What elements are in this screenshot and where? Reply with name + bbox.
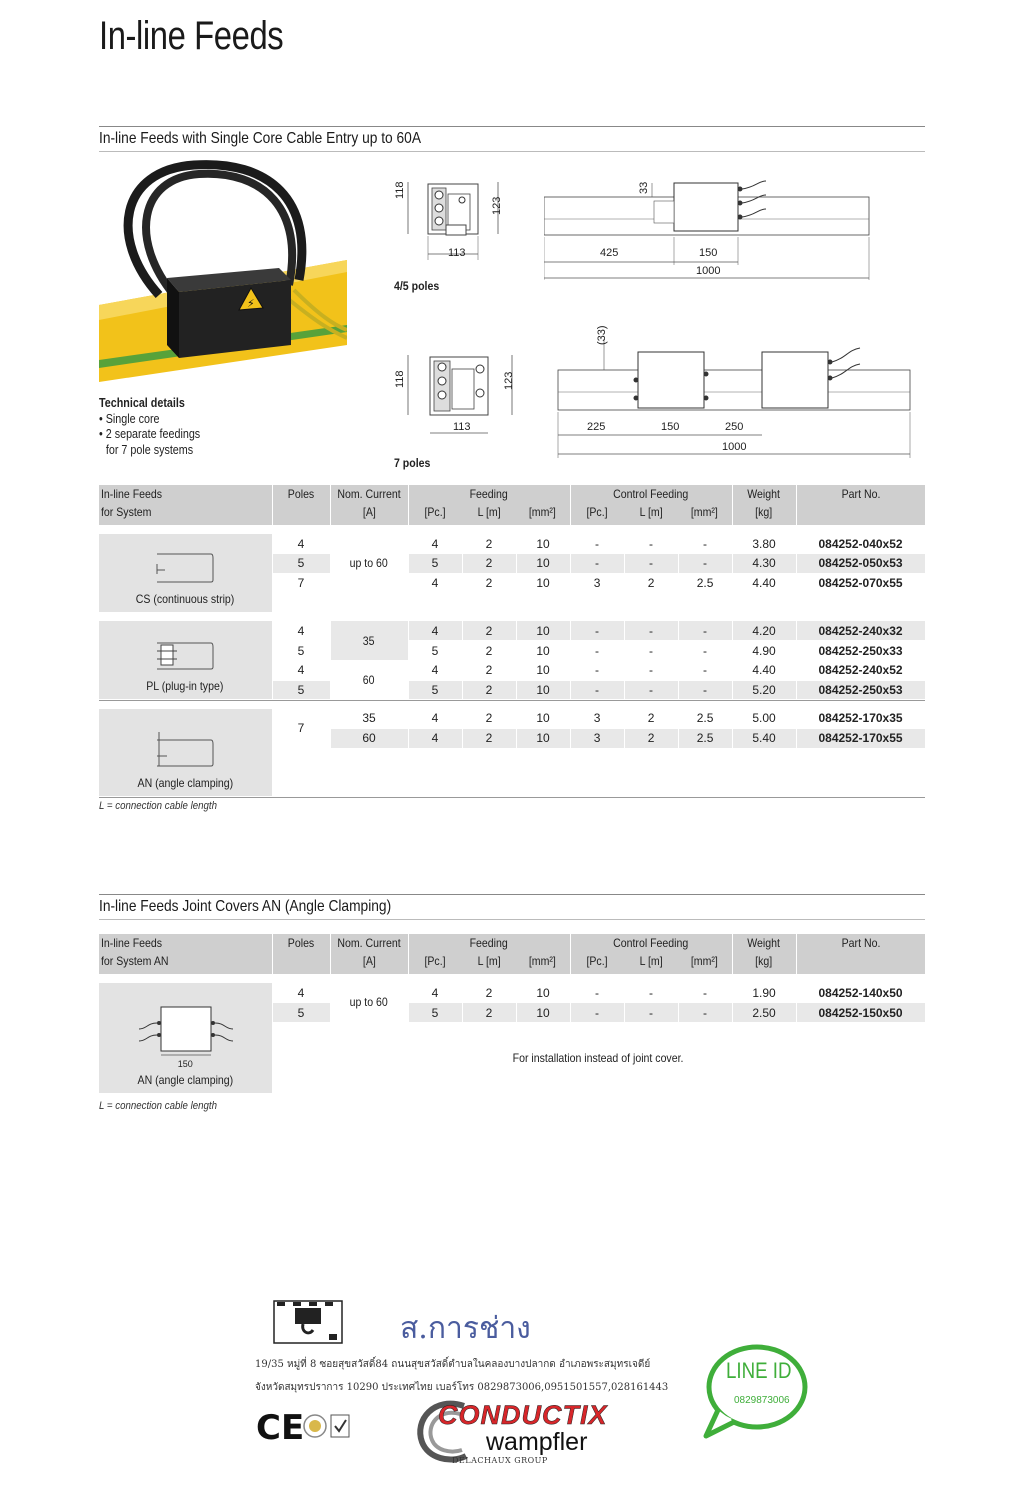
table-subheader-row (99, 954, 925, 974)
cell-weight: 3.80 (732, 534, 796, 554)
cell-nom-current: up to 60 (330, 983, 408, 1022)
cell-feeding-l: 2 (462, 729, 516, 749)
cell-feeding-mm2: 10 (516, 680, 570, 700)
cell-feeding-pc: 4 (408, 621, 462, 641)
cell-control-mm2: - (678, 1003, 732, 1023)
cell-control-l: - (624, 641, 678, 661)
footnote: L = connection cable length (99, 800, 217, 812)
cell-feeding-pc: 4 (408, 983, 462, 1003)
table-subheader-row (99, 505, 925, 525)
company-logo (273, 1300, 343, 1344)
table-row (99, 709, 925, 729)
cell-control-mm2: - (678, 534, 732, 554)
brand-conductix: CONDUCTIX (438, 1400, 608, 1430)
col-header-nom-unit: [A] (330, 954, 408, 974)
section2-title: In-line Feeds Joint Covers AN (Angle Clamping) (99, 898, 392, 915)
cell-feeding-l: 2 (462, 554, 516, 574)
cell-part-no: 084252-240x32 (796, 621, 925, 641)
cell-nom-current: 35 (330, 621, 408, 660)
col-header-weight-unit: [kg] (732, 954, 796, 974)
col-header-nom-current: Nom. Current (330, 485, 408, 505)
col-header-nom-current: Nom. Current (330, 934, 408, 954)
cell-control-mm2: - (678, 554, 732, 574)
cell-feeding-mm2: 10 (516, 554, 570, 574)
cell-control-mm2: 2.5 (678, 709, 732, 729)
cell-weight: 4.20 (732, 621, 796, 641)
dim-33: 33 (638, 181, 650, 194)
cell-control-l: - (624, 983, 678, 1003)
cell-feeding-l: 2 (462, 573, 516, 593)
cell-nom-current: 35 (330, 709, 408, 729)
col-header-weight: Weight (732, 485, 796, 505)
cell-control-l: - (624, 554, 678, 574)
cell-control-pc: - (570, 534, 624, 554)
cell-feeding-mm2: 10 (516, 621, 570, 641)
system-an-label: AN (angle clamping) (137, 1072, 234, 1087)
cell-control-pc: - (570, 661, 624, 681)
dim-425: 425 (600, 247, 619, 259)
cell-control-l: - (624, 661, 678, 681)
cell-control-mm2: - (678, 641, 732, 661)
cell-feeding-mm2: 10 (516, 709, 570, 729)
cell-control-pc: - (570, 1003, 624, 1023)
cell-feeding-l: 2 (462, 680, 516, 700)
cell-weight: 5.40 (732, 729, 796, 749)
cell-part-no: 084252-140x50 (796, 983, 925, 1003)
cell-control-pc: 3 (570, 573, 624, 593)
cell-poles: 5 (272, 680, 330, 700)
cell-control-mm2: 2.5 (678, 729, 732, 749)
an-rail-icon (155, 730, 215, 770)
cell-weight: 5.20 (732, 680, 796, 700)
cell-weight: 4.90 (732, 641, 796, 661)
table-header-row (99, 485, 925, 505)
cell-weight: 4.40 (732, 661, 796, 681)
col-header-poles: Poles (272, 485, 330, 505)
cell-feeding-mm2: 10 (516, 983, 570, 1003)
cell-feeding-pc: 4 (408, 534, 462, 554)
cell-weight: 4.30 (732, 554, 796, 574)
cell-control-l: 2 (624, 729, 678, 749)
dim-123: 123 (503, 371, 515, 390)
dim-150: 150 (699, 247, 718, 259)
cell-nom-current: 60 (330, 661, 408, 700)
cell-feeding-l: 2 (462, 983, 516, 1003)
cell-poles: 4 (272, 621, 330, 641)
cell-poles: 4 (272, 534, 330, 554)
cell-control-mm2: - (678, 680, 732, 700)
cell-poles: 7 (272, 573, 330, 593)
cell-nom-current: up to 60 (330, 534, 408, 593)
label-7-poles: 7 poles (394, 456, 431, 470)
col-header-system-sub: for System (99, 505, 272, 525)
cell-control-mm2: 2.5 (678, 573, 732, 593)
pl-rail-icon (155, 639, 215, 673)
brand-delachaux: DELACHAUX GROUP (452, 1456, 548, 1465)
cell-control-pc: - (570, 641, 624, 661)
system-an-label: AN (angle clamping) (137, 776, 234, 791)
col-header-mm2: [mm²] (678, 505, 732, 525)
cell-part-no: 084252-050x53 (796, 554, 925, 574)
cell-poles: 4 (272, 661, 330, 681)
cell-feeding-pc: 4 (408, 729, 462, 749)
col-header-poles-sub (272, 505, 330, 525)
col-header-feeding: Feeding (408, 934, 570, 954)
cell-part-no: 084252-250x53 (796, 680, 925, 700)
dim-123: 123 (491, 196, 503, 215)
col-header-pc: [Pc.] (570, 954, 624, 974)
section-rule (99, 126, 925, 127)
system-pl-label: PL (plug-in type) (146, 679, 224, 694)
installation-note-cell (272, 1022, 925, 1093)
system-pl-cell (99, 621, 272, 699)
cell-part-no: 084252-250x33 (796, 641, 925, 661)
cell-control-pc: - (570, 983, 624, 1003)
col-header-lm: L [m] (624, 954, 678, 974)
cell-control-pc: - (570, 621, 624, 641)
col-header-system: In-line Feeds (99, 485, 272, 505)
cell-feeding-l: 2 (462, 709, 516, 729)
col-header-part-sub (796, 505, 925, 525)
col-header-poles-sub (272, 954, 330, 974)
col-header-mm2: [mm²] (516, 505, 570, 525)
cell-control-pc: - (570, 680, 624, 700)
col-header-weight-unit: [kg] (732, 505, 796, 525)
system-cs-cell (99, 534, 272, 612)
cell-feeding-pc: 5 (408, 554, 462, 574)
col-header-lm: L [m] (462, 505, 516, 525)
system-cs-label: CS (continuous strip) (135, 591, 235, 606)
cell-part-no: 084252-150x50 (796, 1003, 925, 1023)
cell-part-no: 084252-170x55 (796, 729, 925, 749)
tech-item: for 7 pole systems (105, 442, 194, 457)
cell-poles: 5 (272, 554, 330, 574)
inline-feeds-table (99, 485, 926, 798)
col-header-mm2: [mm²] (678, 954, 732, 974)
cell-weight: 4.40 (732, 573, 796, 593)
cell-feeding-pc: 5 (408, 680, 462, 700)
cell-control-l: - (624, 1003, 678, 1023)
cell-poles: 4 (272, 983, 330, 1003)
col-header-pc: [Pc.] (408, 505, 462, 525)
svg-text:⚡: ⚡ (247, 297, 255, 310)
cell-feeding-mm2: 10 (516, 1003, 570, 1023)
cell-feeding-mm2: 10 (516, 641, 570, 661)
technical-details (99, 396, 200, 458)
cell-control-pc: 3 (570, 709, 624, 729)
tech-item: • 2 separate feedings (99, 427, 201, 441)
cs-rail-icon (155, 550, 215, 586)
certification-icons (302, 1412, 352, 1442)
cell-control-l: - (624, 621, 678, 641)
cell-weight: 2.50 (732, 1003, 796, 1023)
col-header-feeding: Feeding (408, 485, 570, 505)
dim-113: 113 (453, 421, 471, 433)
cell-weight: 5.00 (732, 709, 796, 729)
cell-feeding-l: 2 (462, 641, 516, 661)
tech-title: Technical details (99, 396, 185, 410)
installation-note: For installation instead of joint cover. (513, 1050, 684, 1065)
system-an-cell (99, 709, 272, 797)
col-header-control-feeding: Control Feeding (570, 934, 732, 954)
cell-feeding-pc: 4 (408, 573, 462, 593)
system-an-cell (99, 983, 272, 1093)
section-rule (99, 151, 925, 152)
cell-feeding-mm2: 10 (516, 573, 570, 593)
col-header-system-sub: for System AN (99, 954, 272, 974)
page-title: In-line Feeds (99, 14, 284, 58)
dim-150: 150 (177, 1058, 193, 1069)
cell-part-no: 084252-040x52 (796, 534, 925, 554)
dim-33-paren: (33) (596, 325, 608, 345)
address-line-2: จังหวัดสมุทรปราการ 10290 ประเทศไทย เบอร์โทร 0829873006,0951501557,028161443 (255, 1382, 669, 1393)
footnote: L = connection cable length (99, 1100, 217, 1112)
cell-feeding-l: 2 (462, 661, 516, 681)
company-name-thai: ส.การช่าง (400, 1311, 531, 1346)
cell-feeding-pc: 5 (408, 641, 462, 661)
line-id-title: LINE ID (726, 1358, 792, 1383)
line-id-bubble-icon (700, 1340, 810, 1440)
cell-weight: 1.90 (732, 983, 796, 1003)
col-header-part-no: Part No. (796, 485, 925, 505)
col-header-mm2: [mm²] (516, 954, 570, 974)
col-header-lm: L [m] (624, 505, 678, 525)
cell-control-l: 2 (624, 709, 678, 729)
col-header-weight: Weight (732, 934, 796, 954)
cell-part-no: 084252-070x55 (796, 573, 925, 593)
joint-covers-table (99, 934, 926, 1094)
dim-113: 113 (448, 247, 466, 259)
section-rule (99, 894, 925, 895)
cell-poles: 5 (272, 1003, 330, 1023)
col-header-part-sub (796, 954, 925, 974)
cell-control-mm2: - (678, 983, 732, 1003)
table-row (99, 983, 925, 1003)
col-header-system: In-line Feeds (99, 934, 272, 954)
cell-control-l: - (624, 534, 678, 554)
col-header-nom-unit: [A] (330, 505, 408, 525)
cell-nom-current: 60 (330, 729, 408, 749)
cell-control-pc: - (570, 554, 624, 574)
dim-1000: 1000 (722, 441, 747, 453)
cell-control-mm2: - (678, 621, 732, 641)
cell-control-mm2: - (678, 661, 732, 681)
dim-225: 225 (587, 421, 606, 433)
cell-feeding-pc: 4 (408, 709, 462, 729)
cell-feeding-l: 2 (462, 1003, 516, 1023)
cell-feeding-l: 2 (462, 621, 516, 641)
cell-control-l: - (624, 680, 678, 700)
col-header-lm: L [m] (462, 954, 516, 974)
cell-feeding-mm2: 10 (516, 729, 570, 749)
dim-250: 250 (725, 421, 744, 433)
brand-wampfler: wampfler (486, 1428, 588, 1456)
section1-title: In-line Feeds with Single Core Cable Entry up to 60A (99, 130, 422, 147)
product-photo (99, 160, 347, 382)
cell-feeding-l: 2 (462, 534, 516, 554)
table-row (99, 621, 925, 641)
cell-feeding-pc: 4 (408, 661, 462, 681)
col-header-poles: Poles (272, 934, 330, 954)
col-header-pc: [Pc.] (570, 505, 624, 525)
dim-118: 118 (394, 181, 406, 199)
ce-mark: CE (256, 1408, 305, 1448)
cell-poles: 5 (272, 641, 330, 661)
cell-feeding-pc: 5 (408, 1003, 462, 1023)
cell-poles: 7 (272, 709, 330, 749)
cell-part-no: 084252-240x52 (796, 661, 925, 681)
table-row (99, 534, 925, 554)
address-line-1: 19/35 หมู่ที่ 8 ซอยสุขสวัสดิ์84 ถนนสุขสวัสดิ์ตำบลในคลองบางปลากด อำเภอพระสมุทรเจดีย์ (255, 1359, 651, 1370)
cell-feeding-mm2: 10 (516, 661, 570, 681)
cell-control-pc: 3 (570, 729, 624, 749)
col-header-pc: [Pc.] (408, 954, 462, 974)
section-rule (99, 919, 925, 920)
dim-1000: 1000 (696, 265, 721, 277)
cell-feeding-mm2: 10 (516, 534, 570, 554)
cell-part-no: 084252-170x35 (796, 709, 925, 729)
line-id-number: 0829873006 (734, 1395, 790, 1406)
col-header-part-no: Part No. (796, 934, 925, 954)
dim-118: 118 (394, 370, 406, 388)
tech-item: • Single core (99, 411, 160, 426)
dim-150: 150 (661, 421, 680, 433)
table-header-row (99, 934, 925, 954)
label-45-poles: 4/5 poles (394, 279, 440, 293)
col-header-control-feeding: Control Feeding (570, 485, 732, 505)
cell-control-l: 2 (624, 573, 678, 593)
